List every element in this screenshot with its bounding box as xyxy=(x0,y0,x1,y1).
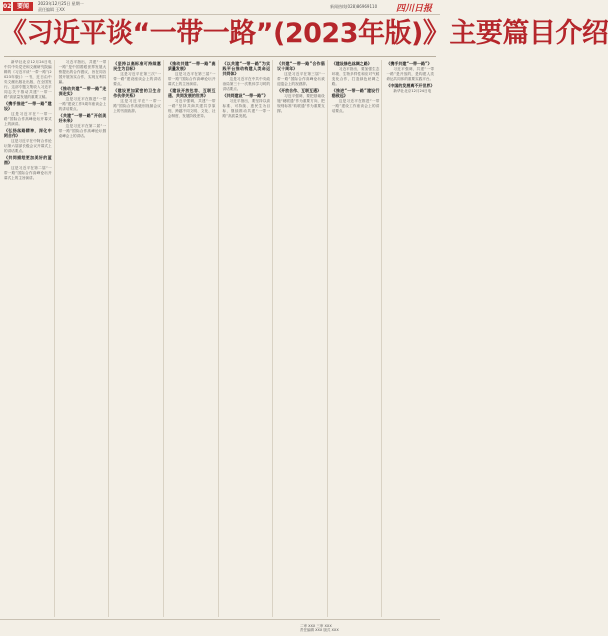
section-heading: 《中国的发展离不开世界》 xyxy=(386,83,435,88)
article-column xyxy=(386,60,436,617)
body-paragraph: 新华社北京12月24日电 中共中央党史和文献研究院编辑的《习近平谈“一带一路”(2023年版)》一书，近日由中央文献出版社出版，在全国发行。这部专题文集收入习近平同志关于推动共建“一带一路”高质量发展的重要文稿。 xyxy=(4,60,52,99)
footer-line-1: 二审 XXX 三审 XXX xyxy=(300,624,332,628)
section-heading: 《共同描绘更加美好的蓝图》 xyxy=(4,155,52,165)
body-paragraph: 这是习近平在第二届“一带一路”国际合作高峰论坛开幕式上的主旨演讲。 xyxy=(4,166,52,180)
body-paragraph: 这是习近平在推进“一带一路”建设工作座谈会上的讲话要点。 xyxy=(331,99,380,113)
section-heading: 《开放合作、互联互通》 xyxy=(277,88,322,93)
article-column xyxy=(113,60,164,617)
article-column xyxy=(168,60,219,617)
page-header xyxy=(0,0,440,15)
body-paragraph: 新华社北京12月24日电 xyxy=(393,89,432,93)
section-heading: 《弘扬丝路精神，深化中阿合作》 xyxy=(4,128,52,138)
article-column xyxy=(4,60,55,617)
body-paragraph: 习近平强调，共建“一带一路”是开放的，是构建人类命运共同体的重要实践平台。 xyxy=(386,67,434,81)
body-paragraph: 习近平指出，共建“一带一路”是中国着眼世界发展大势提出的合作倡议，旨在同各国开展务实合作，实现互利共赢。 xyxy=(58,60,107,84)
article-column xyxy=(223,60,274,617)
section-heading: 《坚持以高标准可持续惠民生为目标》 xyxy=(113,61,161,71)
article-column xyxy=(332,60,383,617)
body-paragraph: 这是习近平在第二届“一带一路”国际合作高峰论坛圆桌峰会上的讲话。 xyxy=(58,124,107,138)
editor-line: 责任编辑 王XX xyxy=(38,7,65,12)
newspaper-masthead: 四川日报 xyxy=(396,4,433,14)
body-paragraph: 这是习近平在中阿合作论坛第六届部长级会议开幕式上的讲话要点。 xyxy=(4,139,52,153)
section-badge: 要闻 xyxy=(13,2,33,11)
body-paragraph: 这是习近平在第三次“一带一路”建设座谈会上的讲话要点。 xyxy=(113,72,161,86)
news-hotline: 新闻热线(028)86969110 xyxy=(330,4,378,9)
body-paragraph: 习近平强调，共建“一带一路”坚持共商共建共享原则，跨越不同文明、文化、社会制度、发展阶段差异。 xyxy=(167,99,216,118)
section-heading: 《以共建“一带一路”为实践平台推动构建人类命运共同体》 xyxy=(222,61,271,76)
page-footer xyxy=(0,619,440,636)
body-paragraph: 这是习近平在第三届“一带一路”国际合作高峰论坛开幕式上的主旨演讲。 xyxy=(167,72,216,86)
body-paragraph: 习近平指出，要加强生态环境、生物多样性和应对气候变化合作，打造绿色丝绸之路。 xyxy=(331,67,380,86)
page-title: 《习近平谈“一带一路”(2023年版)》主要篇目介绍 xyxy=(0,18,608,49)
section-heading: 《建设绿色丝绸之路》 xyxy=(331,61,372,66)
article-column xyxy=(59,60,110,617)
body-paragraph: 这是习近平在“一带一路”国际合作高级别视频会议上的书面致辞。 xyxy=(113,99,161,113)
page-number: 02 xyxy=(3,3,12,10)
footer-credits xyxy=(300,624,339,632)
body-paragraph: 习近平强调，要把基础设施“硬联通”作为重要方向，把规则标准“软联通”作为重要支撑。 xyxy=(277,94,325,113)
body-paragraph: 这是习近平在“一带一路”国际合作高峰论坛开幕式上的演讲。 xyxy=(4,112,52,126)
title-divider xyxy=(4,56,436,57)
section-heading: 《共建“一带一路”合作倡议十周年》 xyxy=(277,61,325,71)
section-heading: 《推动共建“一带一路”走深走实》 xyxy=(58,86,107,96)
body-paragraph: 习近平指出，要坚持以高标准、可持续、惠民生为目标，继续推动共建“一带一路”高质量发展。 xyxy=(222,99,271,118)
section-heading: 《共建“一带一路”开创美好未来》 xyxy=(58,113,107,123)
article-column xyxy=(277,60,328,617)
section-heading: 《携手推进“一带一路”建设》 xyxy=(4,101,52,111)
footer-line-2: 责任编辑 XXX 版式 XXX xyxy=(300,628,339,632)
section-heading: 《携手共建“一带一路”》 xyxy=(386,61,432,66)
section-heading: 《建设开放包容、互联互通、共同发展的世界》 xyxy=(167,88,216,98)
issue-date: 2023年12月25日 星期一 xyxy=(38,1,84,6)
body-paragraph: 这是习近平在中共中央政治局第三十一次集体学习时的讲话要点。 xyxy=(222,77,271,91)
section-heading: 《建设更加紧密的卫生合作伙伴关系》 xyxy=(113,88,161,98)
article-columns xyxy=(4,60,436,617)
body-paragraph: 这是习近平在推进“一带一路”建设工作5周年座谈会上的讲话要点。 xyxy=(58,97,107,111)
body-paragraph: 这是习近平在第三届“一带一路”国际合作高峰论坛欢迎宴会上的祝酒辞。 xyxy=(277,72,325,86)
section-heading: 《推动共建“一带一路”高质量发展》 xyxy=(167,61,216,71)
section-heading: 《推进“一带一路”建设行稳致远》 xyxy=(331,88,380,98)
section-heading: 《共同建设“一带一路”》 xyxy=(222,93,268,98)
